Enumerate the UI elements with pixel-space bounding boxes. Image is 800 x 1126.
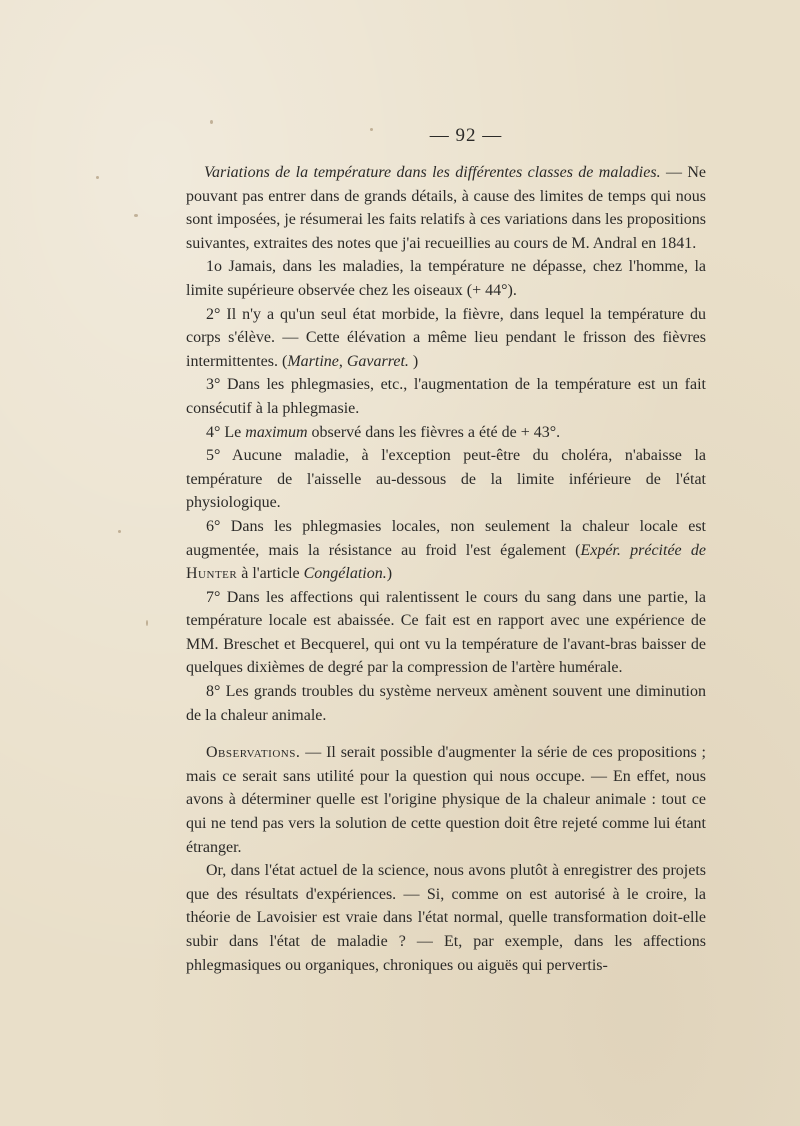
document-page: [186, 125, 706, 977]
paper-speck: [210, 120, 213, 124]
proposition-3: [186, 373, 706, 420]
proposition-text: 8° Les grands troubles du système nerveux amènent souvent une diminution de la chaleur animale.: [186, 683, 706, 724]
proposition-text: 3° Dans les phlegmasies, etc., l'augmentation de la température est un fait consécutif à la phlegmasie.: [186, 376, 706, 417]
proposition-8: [186, 680, 706, 727]
paper-speck: [134, 214, 138, 217]
intro-paragraph: [186, 161, 706, 255]
paragraph-gap: [186, 727, 706, 741]
citation-separator: ,: [338, 352, 347, 370]
proposition-7: [186, 586, 706, 680]
citation-close: ): [408, 352, 419, 370]
proposition-text: 6° Dans les phlegmasies locales, non seulement la chaleur locale est augmentée, mais la résistance au froid l'est également (: [186, 517, 706, 559]
closing-paragraph: Or, dans l'état actuel de la science, nous avons plutôt à enregistrer des projets que des résultats d'expériences. — Si, comme on est autorisé à le croire, la théorie de Lavoisier est vraie dans l'état normal, quelle transformation doit-elle subir dans l'état de maladie ? — Et, par exemple, dans les affections phlegmasiques ou organiques, chroniques ou aiguës qui pervertis-: [186, 862, 706, 974]
paper-speck: [146, 620, 148, 626]
proposition-2: [186, 303, 706, 374]
paper-speck: [118, 530, 121, 533]
proposition-text: 1o Jamais, dans les maladies, la température ne dépasse, chez l'homme, la limite supérieure observée chez les oiseaux (+ 44°).: [186, 258, 706, 299]
proposition-text: 5° Aucune maladie, à l'exception peut-être du choléra, n'abaisse la température de l'aisselle au-dessous de la limite inférieure de l'état physiologique.: [186, 447, 706, 512]
proposition-6: [186, 515, 706, 586]
paper-speck: [96, 176, 99, 179]
citation-name: Martine: [287, 352, 339, 370]
proposition-text: 2° Il n'y a qu'un seul état morbide, la fièvre, dans lequel la température du corps s'élève. — Cette élévation a même lieu pendant le frisson des fièvres intermittentes. (: [186, 305, 706, 370]
proposition-text: 7° Dans les affections qui ralentissent le cours du sang dans une partie, la température locale est abaissée. Ce fait est en rapport avec une expérience de MM. Breschet et Becquerel, qui ont vu la température de l'avant-bras baisser de quelques dixièmes de degré par la compression de l'artère humérale.: [186, 588, 706, 677]
emphasis-word: maximum: [245, 423, 308, 441]
proposition-text: observé dans les fièvres a été de + 43°.: [307, 423, 561, 441]
citation-close: ): [386, 565, 393, 583]
proposition-text: à l'article: [237, 565, 304, 583]
observations-label: Observations.: [206, 744, 301, 762]
proposition-5: [186, 444, 706, 515]
citation-article: Congélation.: [303, 565, 387, 583]
citation-name: Gavarret.: [346, 352, 409, 370]
intro-text: — Ne pouvant pas entrer dans de grands détails, à cause des limites de temps qui nous sont imposées, je résumerai les faits relatifs à ces variations dans les propositions suivantes, extraites des notes que j'ai recueillies au cours de M. Andral en 1841.: [186, 164, 707, 252]
proposition-1: [186, 255, 706, 302]
citation-phrase: Expér. précitée de: [580, 541, 706, 559]
page-number: — 92 —: [429, 125, 503, 146]
observations-paragraph: [186, 741, 706, 859]
observations-text: — Il serait possible d'augmenter la série de ces propositions ; mais ce serait sans utilité pour la question qui nous occupe. — En effet, nous avons à déterminer quelle est l'origine physique de la chaleur animale : tout ce qui ne tend pas vers la solution de cette question doit être rejeté comme lui étant étranger.: [186, 744, 706, 856]
proposition-text: 4° Le: [206, 423, 246, 441]
section-title: Variations de la température dans les différentes classes de maladies.: [204, 164, 661, 181]
citation-author: Hunter: [186, 565, 238, 583]
proposition-4: [186, 421, 706, 445]
